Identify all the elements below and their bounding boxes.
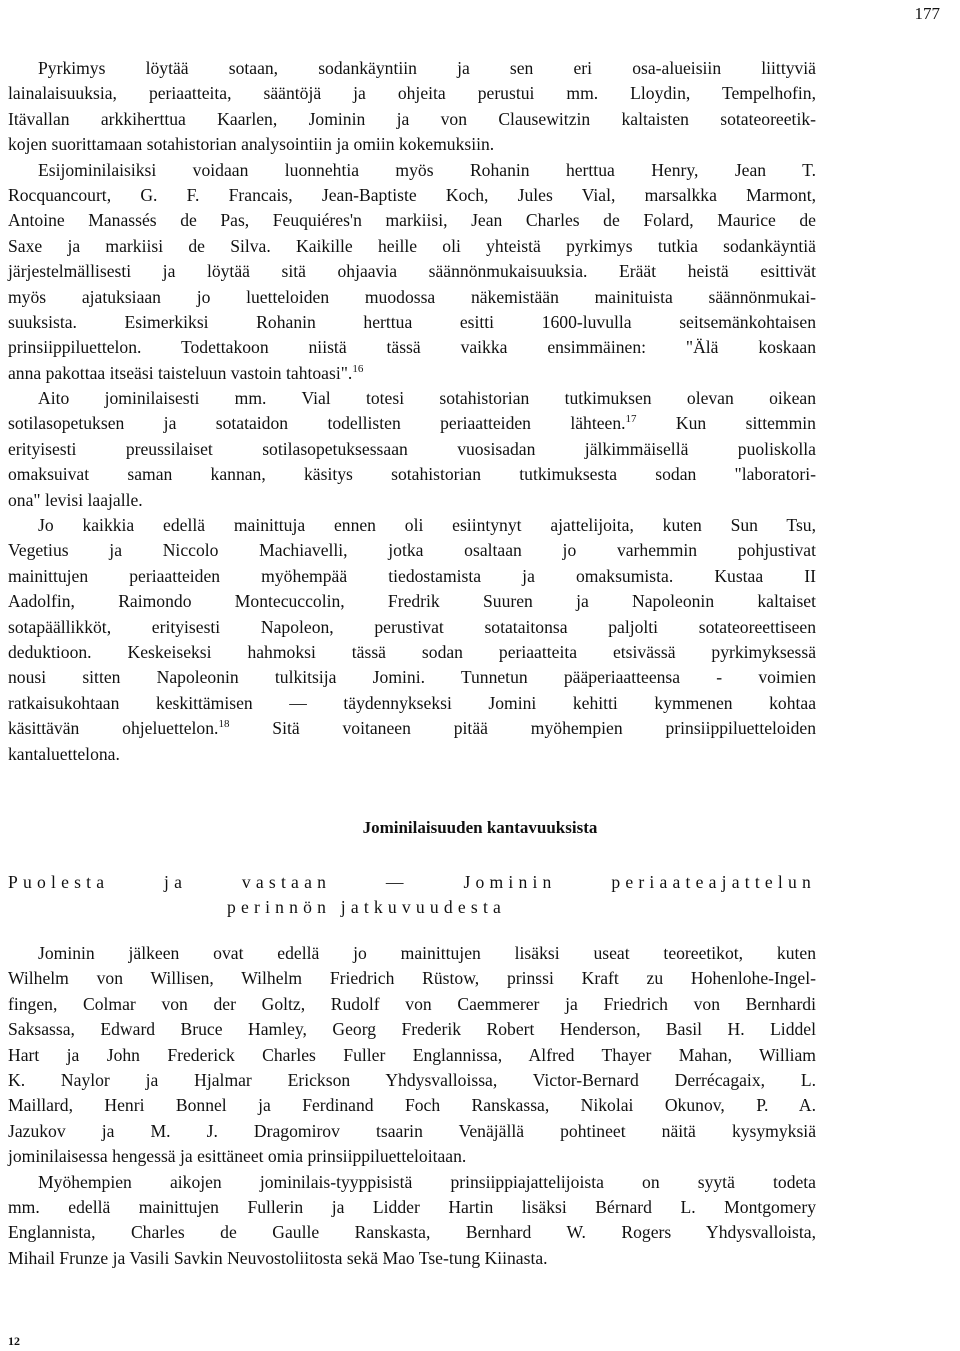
paragraph-line: Aadolfin, Raimondo Montecuccolin, Fredrik Suuren ja Napoleonin kaltaiset (8, 591, 816, 612)
section-heading: Jominilaisuuden kantavuuksista (362, 818, 598, 837)
footnote-ref: 18 (218, 718, 230, 731)
paragraph-line: mm. edellä mainittujen Fullerin ja Lidder Hartin lisäksi Bérnard L. Montgomery (8, 1196, 816, 1217)
paragraph-line: Jominin jälkeen ovat edellä jo mainittujen lisäksi useat teoreetikot, kuten (38, 943, 816, 963)
body-text-upper (8, 56, 816, 767)
line-text: Kun sittemmin (636, 413, 816, 434)
paragraph-line: Hart ja John Frederick Charles Fuller Englannissa, Alfred Thayer Mahan, William (8, 1044, 816, 1065)
paragraph-line: Vegetius ja Niccolo Machiavelli, jotka osaltaan jo varhemmin pohjustivat (8, 540, 816, 561)
paragraph-line: Jazukov ja M. J. Dragomirov tsaarin Venäjällä pohtineet näitä kysymyksiä (8, 1120, 816, 1141)
paragraph-line: deduktioon. Keskeiseksi hahmoksi tässä sodan periaatteita etsivässä pyrkimyksessä (8, 641, 816, 662)
paragraph-line (8, 716, 816, 741)
paragraph-line: fingen, Colmar von der Goltz, Rudolf von Caemmerer ja Friedrich von Bernhardi (8, 993, 816, 1014)
paragraph-line: Rocquancourt, G. F. Francais, Jean-Baptiste Koch, Jules Vial, marsalkka Marmont, (8, 184, 816, 205)
paragraph-line: Wilhelm von Willisen, Wilhelm Friedrich Rüstow, prinssi Kraft zu Hohenlohe-Ingel- (8, 968, 816, 989)
paragraph-line: järjestelmällisesti ja löytää sitä ohjaavia säännönmukaisuuksia. Eräät heistä esittivät (8, 261, 816, 282)
paragraph-line (8, 361, 816, 386)
subheading (8, 870, 816, 921)
paragraph-line: suuksista. Esimerkiksi Rohanin herttua esitti 1600-luvulla seitsemänkohtaisen (8, 311, 816, 332)
paragraph-line: myös ajatuksiaan jo luetteloiden muodossa näkemistään mainituista säännönmukai- (8, 286, 816, 307)
line-text: anna pakottaa itseäsi taisteluun vastoin tahtoasi". (8, 362, 353, 383)
paragraph-line: Myöhempien aikojen jominilais-tyyppisistä prinsiippiajattelijoista on syytä todeta (38, 1171, 816, 1192)
line-text: Sitä voitaneen pitää myöhempien prinsiippiluetteloiden (229, 718, 816, 739)
paragraph-line: Itävallan arkkiherttua Kaarlen, Jominin ja von Clausewitzin kaltaisten sotateoreetik- (8, 108, 816, 129)
paragraph-line: nousi sitten Napoleonin tulkitsija Jomini. Tunnetun pääperiaatteensa - voimien (8, 667, 816, 688)
footnote-ref: 17 (625, 413, 637, 426)
paragraph-line: Mihail Frunze ja Vasili Savkin Neuvostoliitosta sekä Mao Tse-tung Kiinasta. (8, 1247, 548, 1268)
paragraph-line: kantaluettelona. (8, 743, 120, 764)
paragraph-line: mainittujen periaatteiden myöhempää tiedostamista ja omaksumista. Kustaa II (8, 565, 816, 586)
footer-mark: 12 (8, 1334, 20, 1348)
body-text-lower (8, 941, 816, 1271)
line-text: käsittävän ohjeluettelon. (8, 718, 219, 739)
paragraph-line: Saksassa, Edward Bruce Hamley, Georg Frederik Robert Henderson, Basil H. Liddel (8, 1019, 816, 1040)
paragraph-line: Esijominilaisiksi voidaan luonnehtia myös Rohanin herttua Henry, Jean T. (38, 159, 816, 180)
paragraph-line: erityisesti preussilaiset sotilasopetuksessaan vuosisadan jälkimmäisellä puoliskolla (8, 438, 816, 459)
footnote-ref: 16 (352, 362, 364, 375)
paragraph-line: Saxe ja markiisi de Silva. Kaikille heille oli yhteistä pyrkimys tutkia sodankäyntiä (8, 235, 816, 256)
paragraph-line: Jo kaikkia edellä mainittuja ennen oli esiintynyt ajattelijoita, kuten Sun Tsu, (38, 515, 816, 536)
paragraph-line (8, 411, 816, 436)
paragraph-line: Maillard, Henri Bonnel ja Ferdinand Foch Ranskassa, Nikolai Okunov, P. A. (8, 1095, 816, 1116)
paragraph-line: omaksuivat saman kannan, käsitys sotahistorian tutkimuksesta sodan "laboratori- (8, 464, 816, 485)
paragraph-line: kojen suorittamaan sotahistorian analysointiin ja omiin kokemuksiin. (8, 134, 495, 155)
paragraph-line: ona" levisi laajalle. (8, 489, 143, 510)
paragraph-line: K. Naylor ja Hjalmar Erickson Yhdysvalloissa, Victor-Bernard Derrécagaix, L. (8, 1069, 816, 1090)
paragraph-line: prinsiippiluettelon. Todettakoon niistä tässä vaikka ensimmäinen: "Älä koskaan (8, 337, 816, 358)
paragraph-line: Antoine Manassés de Pas, Feuquiéres'n markiisi, Jean Charles de Folard, Maurice de (8, 210, 816, 231)
paragraph-line: Pyrkimys löytää sotaan, sodankäyntiin ja sen eri osa-alueisiin liittyviä (38, 58, 816, 78)
subheading-line: Puolesta ja vastaan — Jominin periaateajattelun (8, 872, 816, 892)
paragraph-line: sotapäällikköt, erityisesti Napoleon, perustivat sotataitonsa paljolti sotateoreettiseen (8, 616, 816, 637)
paragraph-line: Aito jominilaisesti mm. Vial totesi sotahistorian tutkimuksen olevan oikean (38, 388, 816, 409)
subheading-line: perinnön jatkuvuudesta (227, 897, 507, 918)
paragraph-line: jominilaisessa hengessä ja esittäneet omia prinsiippiluetteloitaan. (8, 1146, 467, 1167)
paragraph-line: ratkaisukohtaan keskittämisen — täydennykseksi Jomini kehitti kymmenen kohtaa (8, 692, 816, 713)
line-text: sotilasopetuksen ja sotataidon todellisten periaatteiden lähteen. (8, 413, 626, 434)
paragraph-line: lainalaisuuksia, periaatteita, sääntöjä ja ohjeita perustui mm. Lloydin, Tempelhofin, (8, 83, 816, 104)
page-number: 177 (914, 4, 940, 23)
paragraph-line: Englannista, Charles de Gaulle Ranskasta, Bernhard W. Rogers Yhdysvalloista, (8, 1222, 816, 1243)
